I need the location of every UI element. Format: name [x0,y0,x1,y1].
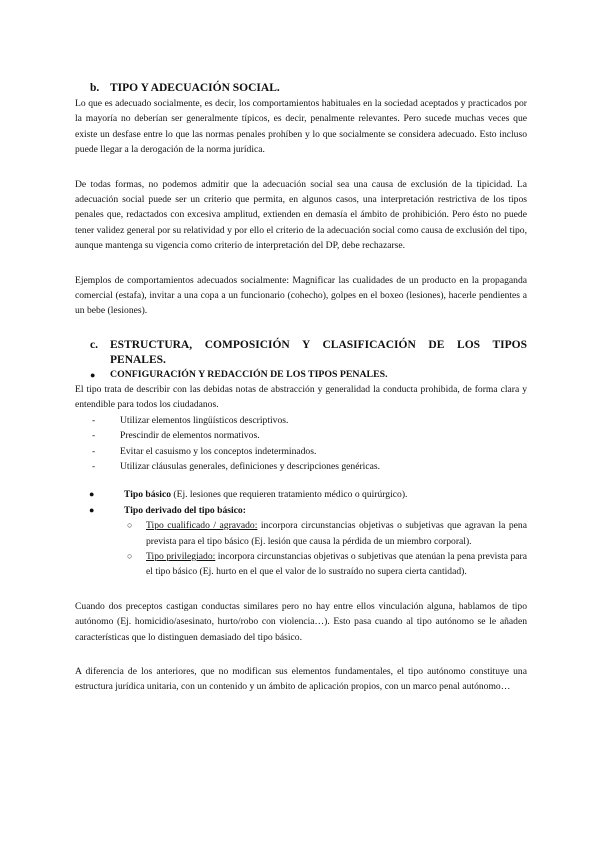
section-c-marker: c. [90,338,98,351]
section-b-title: TIPO Y ADECUACIÓN SOCIAL. [110,82,280,94]
dash-item-text: Utilizar cláusulas generales, definiciones y descripciones genéricas. [120,460,380,472]
section-b-paragraph-2: De todas formas, no podemos admitir que la adecuación social sea una causa de exclusión de la tipicidad. La adecuación social puede ser un criterio que permita, en algunos casos, una interpretación restrictiva de los tipos penales que, redactados con excesiva amplitud, extienden en demasía el ámbito de prohibición. Pero ésto no puede tener validez general por su relatividad y por ello el criterio de la adecuación social como causa de exclusión del tipo, aunque mantenga su vigencia como criterio de interpretación del DP, debe rechazarse. [75,178,527,252]
cualificado-label: Tipo cualificado / agravado: [146,520,258,532]
tipo-basico-label: Tipo básico [124,489,172,501]
section-b-paragraph-1: Lo que es adecuado socialmente, es decir, los comportamientos habituales en la sociedad aceptados y practicados por la mayoría no deberían ser generalmente típicos, es decir, penalmente relevantes. Pero sucede muchas veces que existe un desfase entre lo que las normas penales prohíben y lo que socialmente se considera adecuado. Esto incluso puede llegar a la derogación de la norma jurídica. [75,98,527,156]
section-b-marker: b. [90,82,100,94]
section-c-intro: El tipo trata de describir con las debidas notas de abstracción y generalidad la conducta prohibida, de forma clara y entendible para todos los ciudadanos. [75,383,527,411]
list-item [75,413,527,428]
section-b-heading [75,80,527,96]
sub-list [75,518,527,580]
list-item [75,444,527,459]
dash-item-text: Utilizar elementos lingüísticos descriptivos. [120,414,289,426]
dash-marker: - [92,460,96,472]
subsection-heading [75,368,527,382]
section-b-paragraph-3: Ejemplos de comportamientos adecuados socialmente: Magnificar las cualidades de un producto en la propaganda comercial (estafa), invitar a una copa a un funcionario (cohecho), golpes en el boxeo (lesiones), hacerle pendientes a un bebe (lesiones). [75,274,527,317]
cualificado-text: incorpora circunstancias objetivas o subjetivas que agravan la pena prevista para el tipo básico (Ej. lesión que causa la pérdida de un miembro corporal). [146,520,527,547]
list-item [75,459,527,474]
list-item [75,503,527,518]
tipo-derivado-label: Tipo derivado del tipo básico: [124,504,246,516]
dash-marker: - [92,414,96,426]
bullet-marker: ● [89,489,95,500]
circle-marker: ○ [127,520,133,531]
privilegiado-text: incorpora circunstancias objetivas o subjetivas que atenúan la pena prevista para el tipo básico (Ej. hurto en el que el valor de lo sustraído no supera cierta cantidad). [146,550,527,578]
dash-marker: - [92,445,96,457]
section-c-heading [75,338,527,368]
dash-marker: - [92,430,96,442]
subsection-bullet: ● [90,369,96,380]
tipo-basico-text: (Ej. lesiones que requieren tratamiento médico o quirúrgico). [171,489,408,501]
list-item [75,487,527,502]
bullet-marker: ● [89,504,95,515]
section-c-title: ESTRUCTURA, COMPOSICIÓN Y CLASIFICACIÓN DE LOS TIPOS PENALES. [110,338,527,366]
bullet-list [75,487,527,518]
dash-item-text: Evitar el casuismo y los conceptos indeterminados. [120,445,317,457]
circle-marker: ○ [127,550,133,561]
list-item [75,549,527,580]
dash-list [75,413,527,475]
document-page [75,80,527,695]
dash-item-text: Prescindir de elementos normativos. [120,430,260,442]
tipo-autonomo-paragraph: Cuando dos preceptos castigan conductas similares pero no hay entre ellos vinculación alguna, hablamos de tipo autónomo (Ej. homicidio/asesinato, hurto/robo con violencia…). Esto pasa cuando al tipo autónomo se le añaden características que lo distinguen demasiado del tipo básico. [75,600,527,643]
subsection-title: CONFIGURACIÓN Y REDACCIÓN DE LOS TIPOS PENALES. [110,368,388,380]
final-paragraph: A diferencia de los anteriores, que no modifican sus elementos fundamentales, el tipo autónomo constituye una estructura jurídica unitaria, con un contenido y un ámbito de aplicación propios, con un marco penal autónomo… [75,665,527,693]
privilegiado-label: Tipo privilegiado: [146,550,216,562]
list-item [75,428,527,443]
list-item [75,518,527,549]
